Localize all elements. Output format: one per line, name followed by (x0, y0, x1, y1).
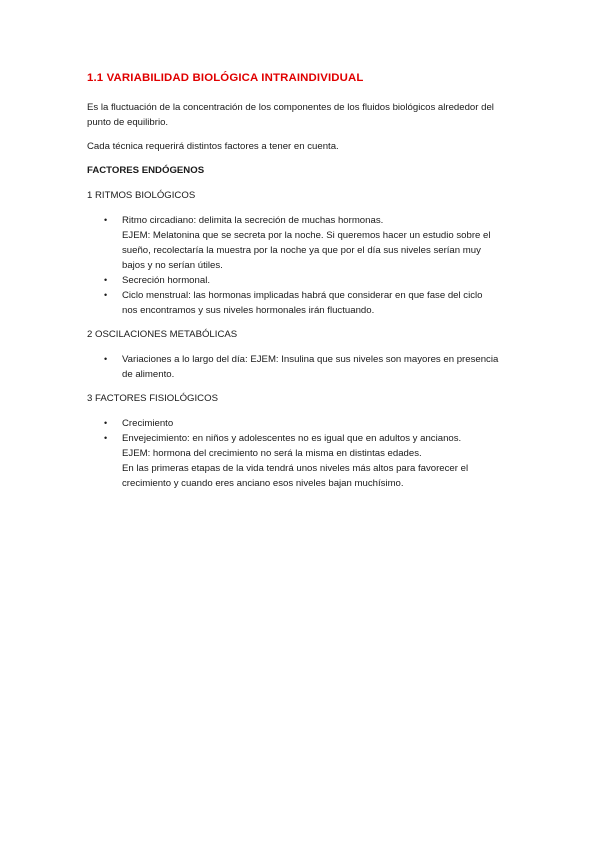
page-title: 1.1 VARIABILIDAD BIOLÓGICA INTRAINDIVIDUAL (87, 72, 364, 84)
list-item-line: nos encontramos y sus niveles hormonales irán fluctuando. (122, 305, 375, 316)
intro-paragraph: Cada técnica requerirá distintos factores a tener en cuenta. (87, 141, 339, 152)
section-heading: 1 RITMOS BIOLÓGICOS (87, 190, 196, 201)
list-item (87, 352, 517, 382)
bullet-list (87, 416, 517, 491)
list-item-line: Variaciones a lo largo del día: EJEM: Insulina que sus niveles son mayores en presencia (122, 354, 499, 365)
list-item-line: En las primeras etapas de la vida tendrá unos niveles más altos para favorecer el (122, 463, 469, 474)
list-item (87, 273, 517, 288)
list-item (87, 416, 517, 431)
bullet-icon: • (104, 433, 108, 443)
list-item-line: bajos y no serían útiles. (122, 260, 223, 271)
list-item-line: sueño, recolectaría la muestra por la noche ya que por el día sus niveles serían muy (122, 245, 481, 256)
list-item (87, 288, 517, 318)
list-item-line: de alimento. (122, 369, 175, 380)
bullet-icon: • (104, 290, 108, 300)
bullet-icon: • (104, 418, 108, 428)
bullet-icon: • (104, 215, 108, 225)
list-item (87, 213, 517, 273)
list-item-line: EJEM: Melatonina que se secreta por la noche. Si queremos hacer un estudio sobre el (122, 230, 491, 241)
bullet-list (87, 213, 517, 318)
bullet-list (87, 352, 517, 382)
list-item-line: crecimiento y cuando eres anciano esos niveles bajan muchísimo. (122, 478, 404, 489)
list-item-line: Ciclo menstrual: las hormonas implicadas habrá que considerar en que fase del ciclo (122, 290, 483, 301)
bullet-icon: • (104, 354, 108, 364)
list-item-line: EJEM: hormona del crecimiento no será la misma en distintas edades. (122, 448, 422, 459)
section-heading: 2 OSCILACIONES METABÓLICAS (87, 329, 238, 340)
bullet-icon: • (104, 275, 108, 285)
list-item-line: Ritmo circadiano: delimita la secreción de muchas hormonas. (122, 215, 384, 226)
list-item-line: Secreción hormonal. (122, 275, 210, 286)
list-item (87, 431, 517, 491)
section-heading: 3 FACTORES FISIOLÓGICOS (87, 393, 218, 404)
intro-paragraph: Es la fluctuación de la concentración de los componentes de los fluidos biológicos alrededor del punto de equilibrio. (87, 102, 494, 128)
factores-endogenos-heading: FACTORES ENDÓGENOS (87, 165, 205, 176)
list-item-line: Crecimiento (122, 418, 174, 429)
document-content (87, 70, 517, 500)
list-item-line: Envejecimiento: en niños y adolescentes no es igual que en adultos y ancianos. (122, 433, 462, 444)
